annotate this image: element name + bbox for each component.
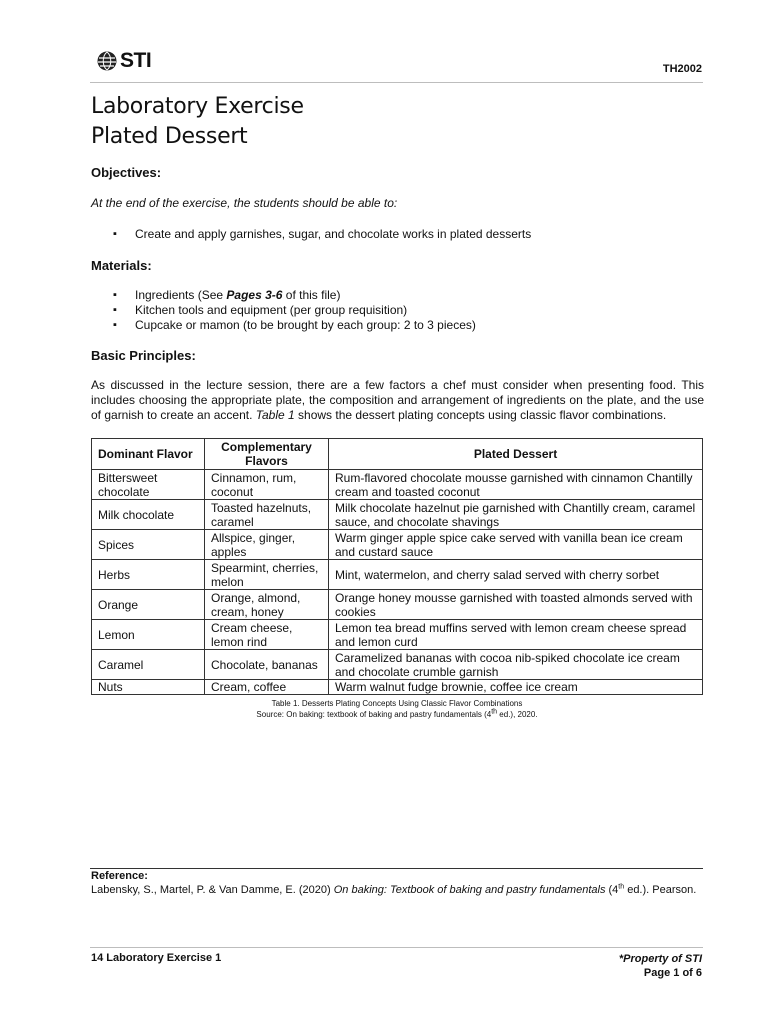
page-number: Page 1 of 6: [643, 967, 702, 979]
cell-dominant: Caramel: [92, 650, 205, 680]
table-row: [92, 530, 703, 560]
cell-dessert: Orange honey mousse garnished with toasted almonds served with cookies: [329, 590, 703, 620]
cell-dessert: Caramelized bananas with cocoa nib-spiked chocolate ice cream and chocolate crumble garnish: [329, 650, 703, 680]
material-item: ▪ Cupcake or mamon (to be brought by each group: 2 to 3 pieces): [91, 318, 476, 333]
table-row: [92, 620, 703, 650]
reference-heading: Reference:: [91, 870, 148, 882]
table-row: [92, 560, 703, 590]
flavor-table: [91, 438, 703, 695]
material-item: ▪ Kitchen tools and equipment (per group requisition): [91, 303, 476, 318]
principles-heading: Basic Principles:: [91, 348, 196, 363]
document-code: TH2002: [662, 63, 702, 75]
cell-dominant: Nuts: [92, 680, 205, 695]
cell-complementary: Allspice, ginger, apples: [205, 530, 329, 560]
cell-dominant: Herbs: [92, 560, 205, 590]
cell-complementary: Spearmint, cherries, melon: [205, 560, 329, 590]
cell-complementary: Chocolate, bananas: [205, 650, 329, 680]
cell-dominant: Lemon: [92, 620, 205, 650]
table-row: [92, 500, 703, 530]
title-line-1: Laboratory Exercise: [91, 94, 304, 119]
cell-complementary: Cream cheese, lemon rind: [205, 620, 329, 650]
cell-dominant: Orange: [92, 590, 205, 620]
table-row: [92, 650, 703, 680]
objectives-list: [91, 227, 531, 242]
table-header-row: [92, 439, 703, 470]
cell-complementary: Cinnamon, rum, coconut: [205, 470, 329, 500]
header-complementary-flavors: Complementary Flavors: [205, 439, 329, 470]
cell-dessert: Mint, watermelon, and cherry salad served with cherry sorbet: [329, 560, 703, 590]
logo-text: STI: [120, 49, 152, 72]
objectives-heading: Objectives:: [91, 165, 162, 180]
materials-list: [91, 288, 476, 333]
materials-heading: Materials:: [91, 258, 152, 273]
page-title: [91, 92, 304, 152]
principles-paragraph: As discussed in the lecture session, there are a few factors a chef must consider when presenting food. This includes choosing the appropriate plate, the composition and arrangement of ingredients on the plate, and the use of garnish to create an accent. Table 1 shows the dessert plating concepts using classic flavor combinations.: [91, 378, 704, 422]
sti-logo: [96, 46, 156, 76]
header-divider: [90, 82, 703, 83]
objective-item: ▪ Create and apply garnishes, sugar, and chocolate works in plated desserts: [91, 227, 531, 242]
header-dominant-flavor: Dominant Flavor: [92, 439, 205, 470]
table-caption: Table 1. Desserts Plating Concepts Using Classic Flavor Combinations: [271, 699, 523, 708]
title-line-2: Plated Dessert: [91, 124, 248, 149]
cell-dominant: Spices: [92, 530, 205, 560]
objectives-intro: At the end of the exercise, the students should be able to:: [91, 196, 398, 210]
cell-dessert: Warm walnut fudge brownie, coffee ice cream: [329, 680, 703, 695]
reference-divider: [90, 868, 703, 869]
reference-citation: Labensky, S., Martel, P. & Van Damme, E. (2020) On baking: Textbook of baking and pastry fundamentals (4th ed.). Pearson.: [91, 883, 697, 896]
cell-complementary: Orange, almond, cream, honey: [205, 590, 329, 620]
globe-icon: [96, 50, 118, 72]
cell-dominant: Milk chocolate: [92, 500, 205, 530]
cell-dessert: Rum-flavored chocolate mousse garnished with cinnamon Chantilly cream and toasted coconut: [329, 470, 703, 500]
footer-left: 14 Laboratory Exercise 1: [91, 952, 222, 964]
cell-complementary: Cream, coffee: [205, 680, 329, 695]
pages-reference: Pages 3-6: [226, 288, 283, 302]
cell-dominant: Bittersweet chocolate: [92, 470, 205, 500]
footer-right: [619, 952, 702, 980]
table-row: [92, 590, 703, 620]
cell-complementary: Toasted hazelnuts, caramel: [205, 500, 329, 530]
property-notice: *Property of STI: [618, 953, 702, 965]
header-plated-dessert: Plated Dessert: [329, 439, 703, 470]
material-item: ▪ Ingredients (See Pages 3-6 of this file): [91, 288, 476, 303]
cell-dessert: Lemon tea bread muffins served with lemon cream cheese spread and lemon curd: [329, 620, 703, 650]
table-row: [92, 680, 703, 695]
cell-dessert: Milk chocolate hazelnut pie garnished with Chantilly cream, caramel sauce, and chocolate shavings: [329, 500, 703, 530]
table-row: [92, 470, 703, 500]
footer-divider: [90, 947, 703, 948]
table-source: Source: On baking: textbook of baking and pastry fundamentals (4th ed.), 2020.: [256, 708, 538, 719]
cell-dessert: Warm ginger apple spice cake served with vanilla bean ice cream and custard sauce: [329, 530, 703, 560]
